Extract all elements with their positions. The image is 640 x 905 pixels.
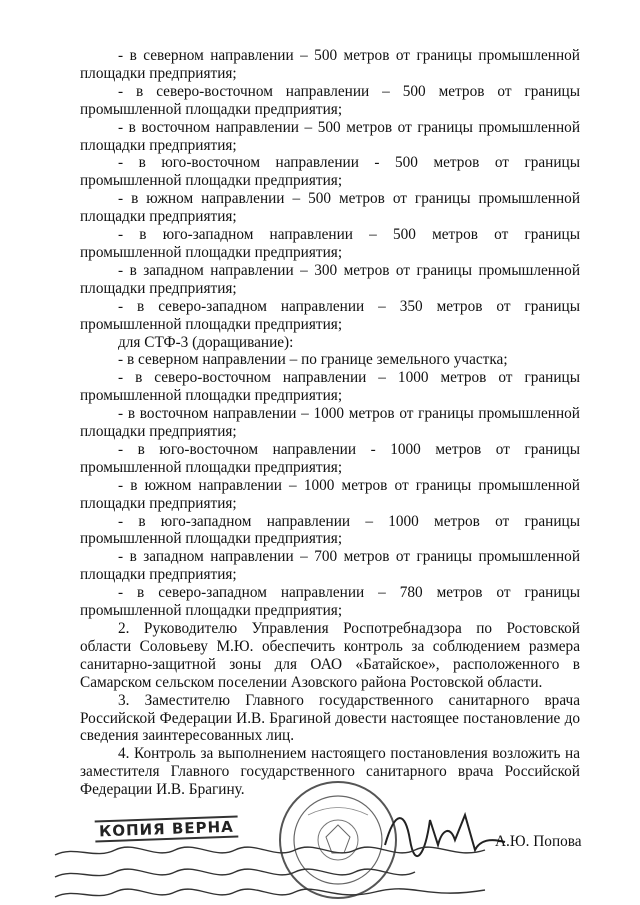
dash-bullet: - xyxy=(118,297,124,315)
list-item-text: в юго-восточном направлении - 500 метров от границы промышленной площадки предприятия; xyxy=(80,154,580,190)
dash-bullet: - xyxy=(118,154,124,172)
paragraph-3: 3. Заместителю Главного государственного санитарного врача Российской Федерации И.В. Брагиной довести настоящее постановление до сведения заинтересованных лиц. xyxy=(80,691,580,745)
document-body xyxy=(80,47,580,799)
list-item-text: в северо-восточном направлении – 1000 метров от границы промышленной площадки предприятия; xyxy=(80,369,580,405)
list-item-text: в северо-западном направлении – 350 метров от границы промышленной площадки предприятия; xyxy=(80,297,580,333)
list-item xyxy=(80,405,580,441)
dash-bullet: - xyxy=(118,261,124,279)
dash-bullet: - xyxy=(118,548,124,566)
list-item xyxy=(80,226,580,262)
list-item xyxy=(80,262,580,298)
list-item-text: в южном направлении – 500 метров от границы промышленной площадки предприятия; xyxy=(80,190,581,226)
list-item xyxy=(80,548,580,584)
dash-bullet: - xyxy=(118,440,124,458)
dash-bullet: - xyxy=(118,476,124,494)
subheading: для СТФ-3 (доращивание): xyxy=(118,333,294,351)
list-item-text: в северном направлении – 500 метров от границы промышленной площадки предприятия; xyxy=(80,47,580,82)
dash-bullet: - xyxy=(118,226,124,244)
dash-bullet: - xyxy=(118,82,124,100)
sanitary-zone-list-2 xyxy=(80,351,580,620)
dash-bullet: - xyxy=(118,369,124,387)
list-item-text: в юго-западном направлении – 1000 метров от границы промышленной площадки предприятия; xyxy=(80,512,580,548)
list-item xyxy=(80,477,580,513)
dash-bullet: - xyxy=(118,351,124,369)
paragraph-2: 2. Руководителю Управления Роспотребнадзора по Ростовской области Соловьеву М.Ю. обеспечить контроль за соблюдением размера санитарно-защитной зоны для ОАО «Батайское», расположенного в Самарском сельском поселении Азовского района Ростовской области. xyxy=(80,620,580,691)
list-item xyxy=(80,47,580,83)
list-item xyxy=(80,513,580,549)
list-item xyxy=(80,351,580,369)
list-item xyxy=(80,154,580,190)
signer-name: А.Ю. Попова xyxy=(495,833,582,850)
dash-bullet: - xyxy=(118,190,124,208)
list-item-text: в северном направлении – по границе земельного участка; xyxy=(126,351,508,369)
list-item-text: в юго-западном направлении – 500 метров от границы промышленной площадки предприятия; xyxy=(80,226,580,261)
list-item-text: в западном направлении – 300 метров от границы промышленной площадки предприятия; xyxy=(80,261,581,297)
copy-stamp: КОПИЯ ВЕРНА xyxy=(95,816,238,843)
sanitary-zone-list-1 xyxy=(80,47,580,334)
list-item-text: в восточном направлении – 500 метров от границы промышленной площадки предприятия; xyxy=(80,118,581,154)
list-item xyxy=(80,119,580,155)
list-item xyxy=(80,369,580,405)
dash-bullet: - xyxy=(118,47,124,64)
list-item xyxy=(80,298,580,334)
handwritten-certification-icon xyxy=(45,835,505,905)
dash-bullet: - xyxy=(118,584,124,602)
list-item-text: в западном направлении – 700 метров от границы промышленной площадки предприятия; xyxy=(80,548,581,584)
dash-bullet: - xyxy=(118,512,124,530)
list-item-text: в юго-восточном направлении - 1000 метров от границы промышленной площадки предприятия; xyxy=(80,440,580,476)
list-item-text: в северо-западном направлении – 780 метров от границы промышленной площадки предприятия; xyxy=(80,584,580,620)
list-item-text: в северо-восточном направлении – 500 метров от границы промышленной площадки предприятия; xyxy=(80,82,580,118)
dash-bullet: - xyxy=(118,405,124,423)
dash-bullet: - xyxy=(118,118,124,136)
paragraph-4: 4. Контроль за выполнением настоящего постановления возложить на заместителя Главного государственного санитарного врача Российской Федерации И.В. Брагину. xyxy=(80,745,580,799)
list-item xyxy=(80,584,580,620)
list-item-text: в восточном направлении – 1000 метров от границы промышленной площадки предприятия; xyxy=(80,405,580,441)
list-item xyxy=(80,441,580,477)
list-item xyxy=(80,83,580,119)
list-item xyxy=(80,190,580,226)
list-item-text: в южном направлении – 1000 метров от границы промышленной площадки предприятия; xyxy=(80,476,580,512)
